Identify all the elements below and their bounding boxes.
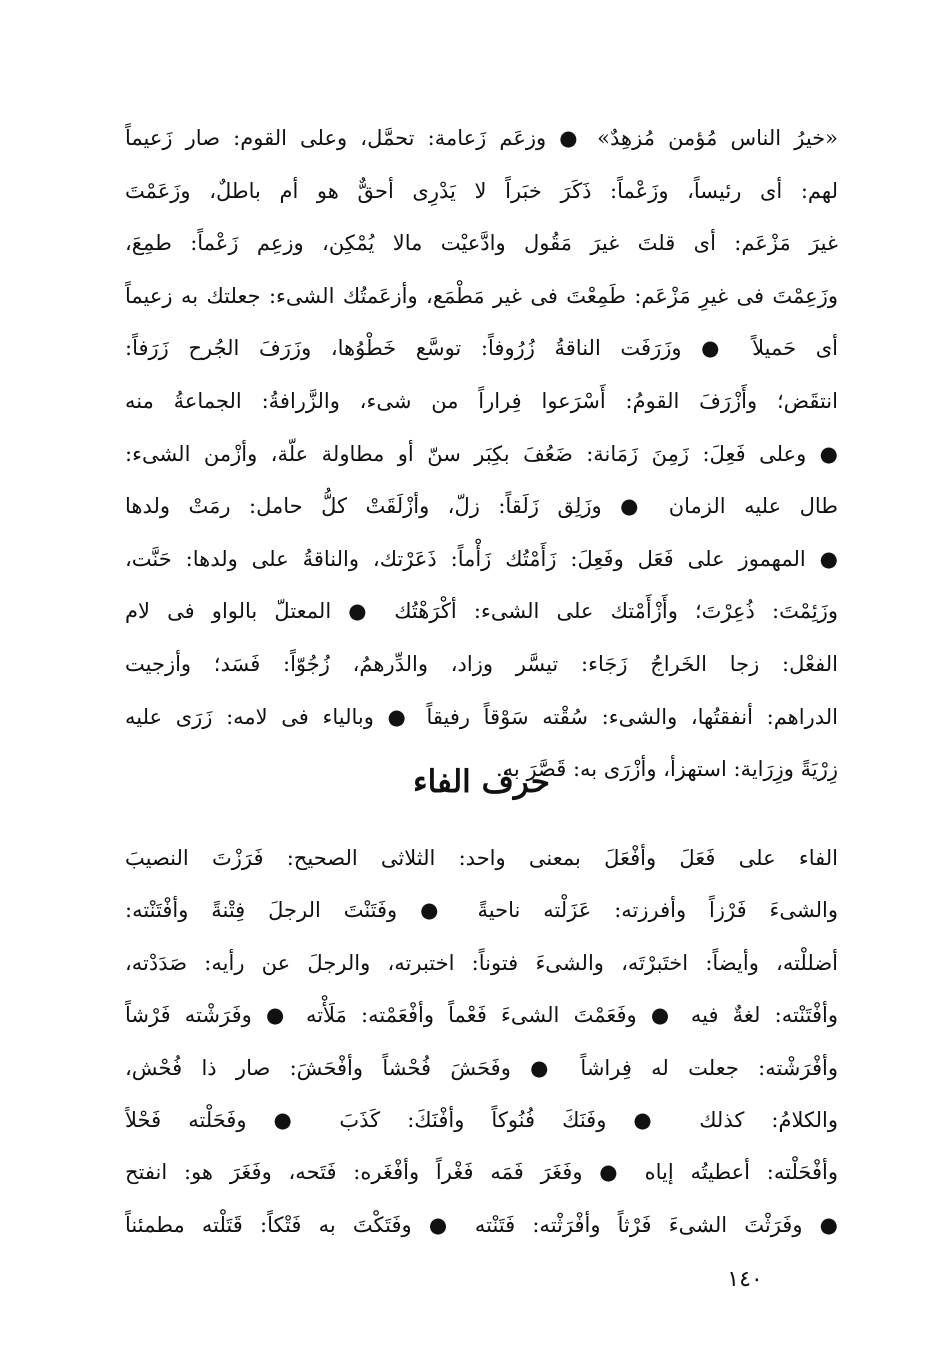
- text-line: انتقَض؛ وأَزْرَفَ القومُ: أَسْرَعوا فِراراً من شىء، والزَّرافةُ: الجماعةُ منه: [125, 388, 838, 413]
- section-heading: حرف الفاء: [413, 764, 550, 800]
- text-line: وزَعِمْتَ فى غيرِ مَزْعَم: طَمِعْتَ فى غير مَطْمَع، وأزعَمتُك الشىء: جعلتك به زعيماً: [125, 283, 838, 308]
- text-line: زِرْيَةً وزِرَاية: استهزأ، وأزْرَى به: قَصَّرَ به.: [495, 757, 838, 782]
- text-line: أضللْته، وأيضاً: اختَبرْتَه، والشىءَ فتوناً: اختبرته، والرجلَ عن رأيه: صَدَدْته،: [125, 950, 838, 975]
- text-line: أى حَميلاً ● وزَرَفَت الناقةُ زُرُوفاً: توسَّع خَطْوُها، وزَرَفَ الجُرح زَرَفاً:: [125, 336, 838, 361]
- text-line: الفعْل: زجا الخَراجُ زَجَاء: تيسَّر وزاد، والدِّرهمُ، زُجُوّاً: فَسَد؛ وأزجيت: [125, 651, 838, 676]
- text-line: «خيرُ الناس مُؤمن مُزهِدٌ» ● وزعَم زَعامة: تحمَّل، وعلى القوم: صار زَعيماً: [125, 126, 838, 150]
- text-line: لهم: أى رئيساً، وزَعْماً: ذَكَرَ خبَراً لا يَدْرِى أحقٌّ هو أم باطلٌ، وزَعَمْتَ: [125, 178, 838, 203]
- text-line: الفاء على فَعَلَ وأفْعَلَ بمعنى واحد: الثلاثى الصحيح: فَرَزْتَ النصيبَ: [125, 846, 838, 870]
- text-line: وأفْرَشْته: جعلت له فِراشاً ● وفَحَشَ فُحْشاً وأفْحَشَ: صار ذا فُحْش،: [125, 1055, 838, 1080]
- text-line: وزَئِمْتَ: ذُعِرْتَ؛ وأَزْأَمْتك على الشىء: أكْرَهْتُك ● المعتلّ بالواو فى لام: [125, 599, 838, 624]
- text-line: والشىءَ فَرْزاً وأفرزته: عَزَلْته ناحيةً ● وفَتَنْتَ الرجلَ فِتْنةً وأفْتَنْته:: [125, 898, 838, 923]
- text-line: ● وعلى فَعِلَ: زَمِنَ زَمَانة: ضَعُفَ بكِبَر سنّ أو مطاولة علّة، وأزْمن الشىء:: [125, 441, 838, 466]
- text-line: وأفْحَلْته: أعطيتُه إياه ● وفَغَرَ فَمَه فَغْراً وأفْغَره: فَتَحه، وفَغَرَ هو: انفتح: [125, 1160, 838, 1185]
- text-block-lower: [125, 832, 838, 1251]
- page-number: ١٤٠: [727, 1267, 763, 1292]
- text-line: ● وفَرَثْتَ الشىءَ فَرْثاً وأفْرَثْته: فَتَنْته ● وفَتَكْتَ به فَتْكاً: قَتَلْته مطمئناً: [125, 1212, 838, 1237]
- text-block-upper: [125, 112, 838, 796]
- text-line: طال عليه الزمان ● وزَلِق زَلَقاً: زلّ، وأزْلَقَتْ كلُّ حامل: رمَتْ ولدها: [125, 494, 838, 519]
- text-line: وأفْتَنْته: لغةٌ فيه ● وفَعَمْتَ الشىءَ فَعْماً وأفْعَمْته: مَلَأْته ● وفَرَشْته فَرْشاً: [125, 1003, 838, 1028]
- text-line: ● المهموز على فَعَل وفَعِلَ: زَأَمْتُك زَأْماً: ذَعَرْتك، والناقةُ على ولدها: حَنَّت،: [125, 546, 838, 571]
- text-line: والكلامُ: كذلك ● وفَنَكَ فُنُوكاً وأفْنَكَ: كَذَبَ ● وفَحَلْته فَحْلاً: [125, 1107, 838, 1132]
- text-line: الدراهم: أنفقتُها، والشىء: سُقْته سَوْقاً رفيقاً ● وبالياء فى لامه: زَرَى عليه: [125, 704, 838, 729]
- text-line: غيرَ مَزْعَم: أى قلتَ غيرَ مَقُول وادَّعيْت مالا يُمْكِن، وزعِم زَعْماً: طمِعَ،: [125, 231, 838, 256]
